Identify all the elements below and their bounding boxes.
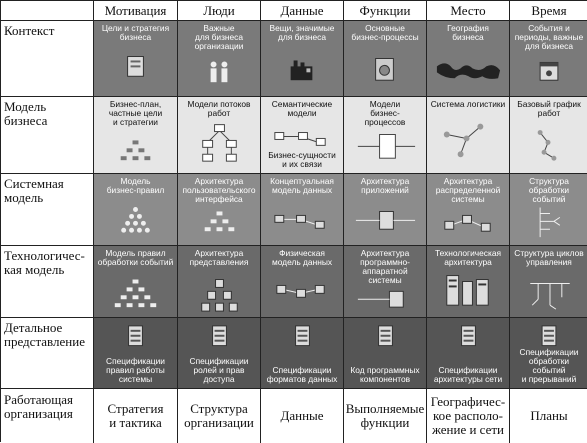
working-place-cell: Географичес- кое располо- жение и сети [427,389,510,443]
document-icon [344,318,426,388]
schedule-graph-icon [510,97,587,173]
tile-label: Физическая модель данных [271,248,333,267]
column-header-time: Время [510,1,587,21]
column-header-functions: Функции [344,1,427,21]
pyramid-icon [94,97,177,173]
system-place-tile [427,174,510,246]
ui-architecture-icon [178,174,260,245]
working-people-cell: Структура организации [178,389,261,443]
row-header-working-organization: Работающая организация [1,389,94,443]
detail-motivation-tile [94,318,178,389]
control-cycle-icon [510,246,587,317]
document-icon [261,318,343,388]
presentation-architecture-icon [178,246,260,317]
tile-label: Концептуальная модель данных [270,176,334,195]
tile-label: Вещи, значимые для бизнеса [269,23,335,42]
column-header-place: Место [427,1,510,21]
business-data-tile [261,97,344,174]
tile-label: Архитектура приложений [360,176,410,195]
detail-people-tile [178,318,261,389]
tile-label: Спецификации форматов данных [266,365,338,384]
working-motivation-cell: Стратегия и тактика [94,389,178,443]
working-time-cell: Планы [510,389,587,443]
context-time-tile [510,21,587,97]
business-motivation-tile [94,97,178,174]
detail-time-tile [510,318,587,389]
technology-time-tile [510,246,587,318]
context-people-tile [178,21,261,97]
entity-diagram-icon [261,97,343,173]
technology-place-tile [427,246,510,318]
hardware-software-icon [344,246,426,317]
tile-label: Модели потоков работ [187,99,251,118]
people-icon [178,21,260,96]
detail-place-tile [427,318,510,389]
document-icon [94,318,177,388]
workflow-diagram-icon [178,97,260,173]
tile-label: События и периоды, важные для бизнеса [514,23,584,51]
application-architecture-icon [344,174,426,245]
row-header-technology-model: Технологичес- кая модель [1,246,94,318]
business-people-tile [178,97,261,174]
physical-data-icon [261,246,343,317]
tile-label: Спецификации обработки событий и прерываний [519,347,579,384]
logistics-network-icon [427,97,509,173]
event-structure-icon [510,174,587,245]
column-header-data: Данные [261,1,344,21]
context-data-tile [261,21,344,97]
tile-sub-label: Бизнес-сущности и их связи [268,150,336,169]
context-place-tile [427,21,510,97]
detail-functions-tile [344,318,427,389]
tile-label: Архитектура программно- аппаратной системы [360,248,410,285]
technology-motivation-tile [94,246,178,318]
tile-label: Важные для бизнеса организации [194,23,244,51]
tile-label: Технологическая архитектура [434,248,502,267]
business-time-tile [510,97,587,174]
tile-label: Модель правил обработки событий [97,248,174,267]
technology-data-tile [261,246,344,318]
column-header-motivation: Мотивация [94,1,178,21]
system-motivation-tile [94,174,178,246]
conceptual-data-icon [261,174,343,245]
technology-functions-tile [344,246,427,318]
working-data-cell: Данные [261,389,344,443]
working-functions-cell: Выполняемые функции [344,389,427,443]
process-icon [344,21,426,96]
tile-label: Структура циклов управления [514,248,584,267]
tile-label: Спецификации архитектуры сети [433,365,503,384]
system-data-tile [261,174,344,246]
row-header-system-model: Системная модель [1,174,94,246]
row-header-context: Контекст [1,21,94,97]
tile-label: Архитектура пользовательского интерфейса [182,176,256,204]
tile-label: Структура обработки событий [528,176,570,204]
tile-label: Модели бизнес- процессов [364,99,406,127]
tile-label: Архитектура представления [189,248,249,267]
system-time-tile [510,174,587,246]
column-header-people: Люди [178,1,261,21]
system-functions-tile [344,174,427,246]
context-motivation-tile [94,21,178,97]
tile-label: Архитектура распределенной системы [435,176,501,204]
row-header-detailed-representation: Детальное представление [1,318,94,389]
document-icon [94,21,177,96]
tile-label: Модель бизнес-правил [106,176,165,195]
document-icon [427,318,509,388]
tile-label: Основные бизнес-процессы [351,23,419,42]
tile-label: Система логистики [430,99,506,109]
tile-label: Спецификации правил работы системы [106,356,165,384]
rule-processing-pyramid-icon [94,246,177,317]
world-map-icon [427,21,509,96]
tile-label: География бизнеса [447,23,489,42]
factory-icon [261,21,343,96]
tile-label: Цели и стратегия бизнеса [101,23,170,42]
business-functions-tile [344,97,427,174]
tile-label: Спецификации ролей и прав доступа [189,356,249,384]
detail-data-tile [261,318,344,389]
row-header-business-model: Модель бизнеса [1,97,94,174]
tile-label: Код программных компонентов [350,365,420,384]
tile-label: Бизнес-план, частные цели и стратегии [108,99,163,127]
business-place-tile [427,97,510,174]
document-icon [510,318,587,388]
rules-pyramid-icon [94,174,177,245]
server-rack-icon [427,246,509,317]
process-model-icon [344,97,426,173]
tile-label: Базовый график работ [517,99,581,118]
distributed-system-icon [427,174,509,245]
context-functions-tile [344,21,427,97]
document-icon [178,318,260,388]
corner-cell [1,1,94,21]
system-people-tile [178,174,261,246]
tile-label: Семантические модели [271,99,333,118]
technology-people-tile [178,246,261,318]
calendar-icon [510,21,587,96]
